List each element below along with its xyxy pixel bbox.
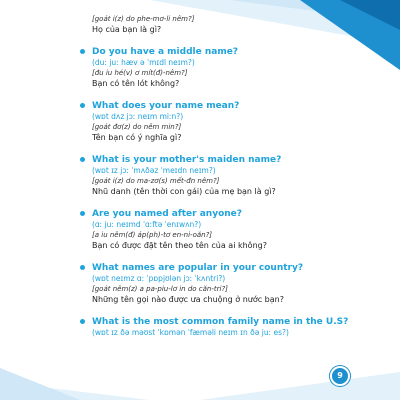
translation: Những tên gọi nào được ưa chuộng ở nước bạn? — [92, 295, 284, 304]
phrase-entry — [92, 100, 392, 144]
ipa: (wɒt ɪz ðə məʊst ˈkɒmən ˈfæməli neɪm ɪn ðə juː es?) — [92, 328, 289, 337]
question: What is your mother's maiden name? — [92, 155, 282, 165]
phrase-entry — [92, 46, 392, 90]
ipa: (duː juː hæv ə ˈmɪdl neɪm?) — [92, 58, 195, 67]
bullet-icon — [80, 265, 85, 270]
translation: Tên bạn có ý nghĩa gì? — [92, 133, 182, 142]
phonetic: [goát đơ(z) do nêm min?] — [92, 123, 182, 131]
phonetic: [goát nêm(z) a pa-piu-lơ in do căn-tri?] — [92, 285, 228, 293]
ipa: (wɒt dʌz jɔː neɪm miːn?) — [92, 112, 184, 121]
question: Do you have a middle name? — [92, 47, 239, 57]
intro-block — [92, 14, 392, 36]
bullet-icon — [80, 211, 85, 216]
phonetic: [goát i(z) do ma-zơ(s) mết-đn nêm?] — [92, 177, 220, 185]
translation: Bạn có tên lót không? — [92, 79, 180, 88]
phonetic: [a iu nêm(đ) áp(ph)-tơ en-ni-oăn?] — [92, 231, 213, 239]
bullet-icon — [80, 103, 85, 108]
question: What is the most common family name in the U.S? — [92, 317, 349, 327]
bullet-icon — [80, 319, 85, 324]
ipa: (ɑː juː neɪmd ˈɑːftə ˈenɪwʌn?) — [92, 220, 202, 229]
question: Are you named after anyone? — [92, 209, 242, 219]
phrase-entry — [92, 262, 392, 306]
question: What does your name mean? — [92, 101, 240, 111]
translation: Bạn có được đặt tên theo tên của ai không? — [92, 241, 267, 250]
ipa: (wɒt neɪmz ɑː ˈpɒpjʊlən jɔː ˈkʌntri?) — [92, 274, 226, 283]
phrase-entry — [92, 154, 392, 198]
ipa: (wɒt ɪz jɔː ˈmʌðəz ˈmeɪdn neɪm?) — [92, 166, 216, 175]
bullet-icon — [80, 49, 85, 54]
phonetic: [goát i(z) do phe-mơ-li nêm?] — [92, 15, 195, 23]
bullet-icon — [80, 157, 85, 162]
question: What names are popular in your country? — [92, 263, 304, 273]
translation: Họ của bạn là gì? — [92, 25, 162, 34]
phrase-list — [92, 14, 392, 338]
phonetic: [đu iu hé(v) ơ mít(đ)-nêm?] — [92, 69, 188, 77]
page-number: 9 — [330, 366, 350, 386]
translation: Nhũ danh (tên thời con gái) của mẹ bạn là gì? — [92, 187, 276, 196]
phrase-entry — [92, 208, 392, 252]
phrase-entry — [92, 316, 392, 338]
